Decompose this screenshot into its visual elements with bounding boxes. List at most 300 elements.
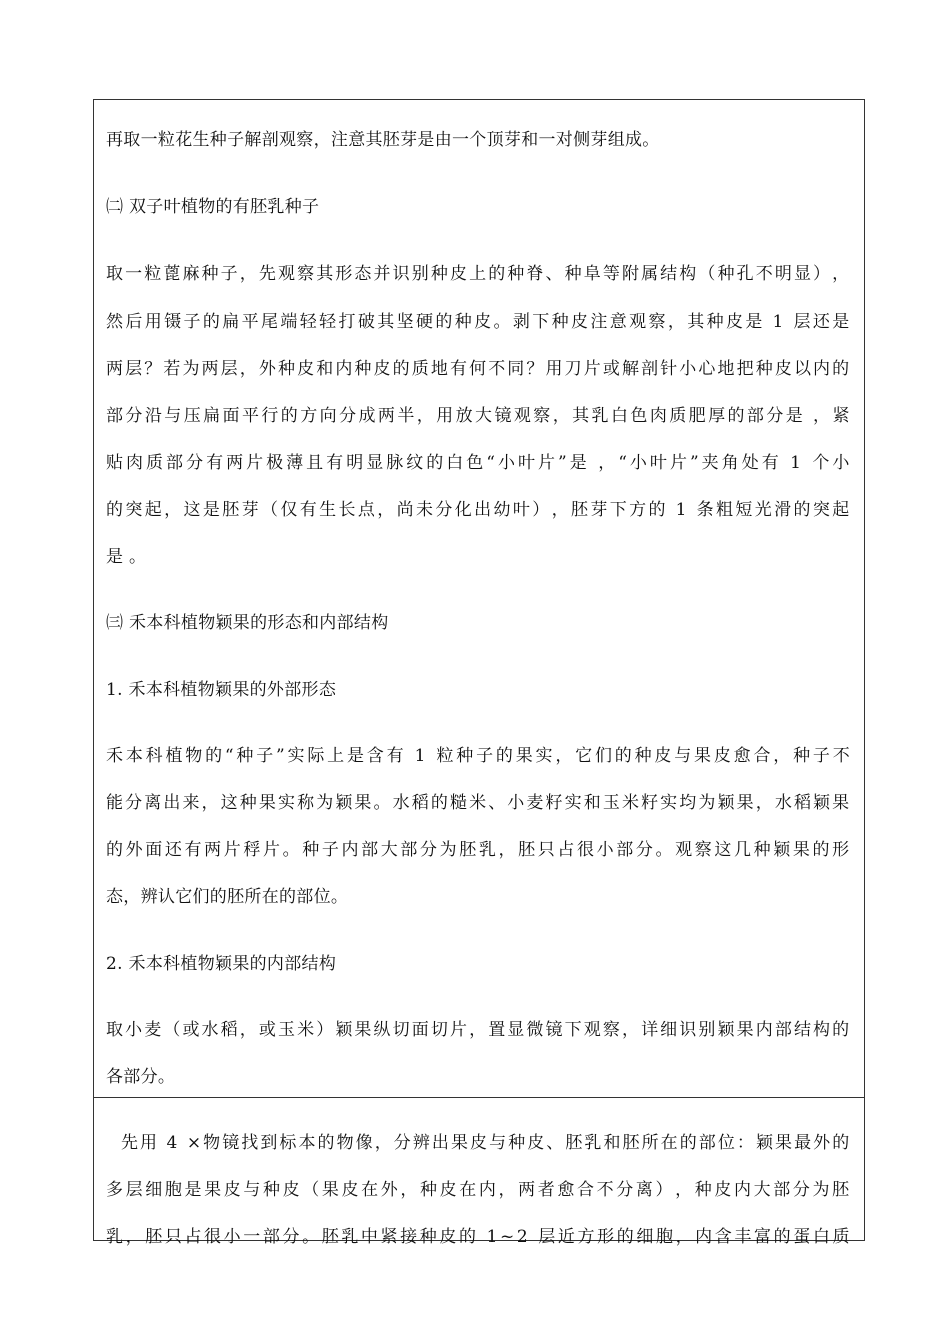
glyph: 种 — [755, 359, 774, 379]
glyph: 面 — [145, 840, 163, 860]
glyph: 其 — [572, 406, 590, 426]
glyph: 。 — [302, 1227, 320, 1247]
glyph: 称 — [297, 793, 315, 813]
glyph: 水 — [392, 793, 410, 813]
glyph: 形 — [597, 1227, 615, 1247]
glyph: 破 — [357, 312, 376, 332]
glyph: 显 — [366, 453, 384, 473]
glyph: 不 — [488, 359, 506, 379]
glyph: 扁 — [222, 312, 240, 332]
glyph: 种 — [507, 264, 525, 284]
glyph: 大 — [380, 840, 399, 860]
glyph: 明 — [346, 453, 364, 473]
glyph: 剥 — [512, 312, 531, 332]
glyph: 乳 — [106, 1227, 124, 1247]
glyph: 条 — [696, 500, 714, 520]
glyph: 2 — [516, 1227, 528, 1247]
glyph: 紧 — [832, 406, 850, 426]
glyph: 科 — [145, 746, 163, 766]
glyph: 分 — [125, 793, 143, 813]
glyph: 小 — [832, 453, 850, 473]
glyph: 叶 — [518, 453, 536, 473]
glyph: 是 — [832, 312, 850, 332]
glyph: 片 — [223, 840, 242, 860]
glyph: 胚 — [832, 1180, 850, 1200]
glyph: 愈 — [733, 746, 751, 766]
glyph: 占 — [557, 840, 575, 860]
text-line: 再取一粒花生种子解剖观察，注意其胚芽是由一个顶芽和一对侧芽组成。 — [106, 130, 660, 150]
text-line — [106, 404, 850, 428]
glyph: 找 — [241, 1133, 259, 1153]
glyph: 察 — [602, 1020, 621, 1040]
glyph: ， — [164, 500, 182, 520]
glyph: 是 — [202, 500, 221, 520]
glyph: 部 — [773, 1180, 791, 1200]
glyph: 孔 — [736, 264, 754, 284]
glyph: ） — [316, 1020, 334, 1040]
glyph: 胚 — [145, 1227, 163, 1247]
glyph: 其 — [687, 312, 705, 332]
glyph: 脉 — [386, 453, 404, 473]
glyph: 突 — [125, 500, 143, 520]
glyph: 有 — [326, 453, 344, 473]
glyph: 像 — [355, 1133, 373, 1153]
glyph: 两 — [204, 840, 222, 860]
glyph: 它 — [575, 746, 593, 766]
glyph: 内 — [755, 1020, 774, 1040]
glyph: 行 — [261, 406, 279, 426]
text-line — [106, 357, 850, 381]
glyph: 皮 — [713, 746, 732, 766]
glyph: 内 — [695, 1227, 713, 1247]
glyph: 白 — [446, 453, 464, 473]
section-heading: ㈢ 禾本科植物颖果的形态和内部结构 — [106, 613, 389, 633]
glyph: 质 — [411, 359, 430, 379]
glyph: 一 — [243, 1227, 261, 1247]
glyph: 不 — [832, 746, 850, 766]
glyph: 种 — [419, 1227, 438, 1247]
glyph — [113, 1131, 119, 1155]
glyph: 的 — [648, 500, 666, 520]
glyph: 均 — [679, 793, 697, 813]
subsection-heading: 2. 禾本科植物颖果的内部结构 — [106, 954, 337, 974]
glyph: 的 — [202, 312, 221, 332]
glyph: 或 — [182, 1020, 200, 1040]
glyph: 小 — [223, 1227, 241, 1247]
glyph: （ — [163, 1020, 181, 1040]
glyph: 剖 — [641, 359, 659, 379]
glyph: 镊 — [164, 312, 182, 332]
glyph: 米 — [297, 1020, 315, 1040]
glyph: 两 — [106, 359, 124, 379]
glyph: 果 — [258, 793, 277, 813]
glyph: 态 — [354, 264, 372, 284]
glyph: 白 — [610, 406, 629, 426]
glyph: 。 — [655, 840, 673, 860]
glyph: 脊 — [526, 264, 544, 284]
glyph: 胚 — [459, 840, 477, 860]
glyph: 种 — [263, 1180, 281, 1200]
glyph: 镜 — [222, 1133, 240, 1153]
glyph: 或 — [258, 1020, 277, 1040]
glyph: 稻 — [793, 793, 812, 813]
glyph: 质 — [146, 453, 164, 473]
glyph: ， — [675, 1227, 693, 1247]
glyph: 一 — [125, 264, 143, 284]
glyph: 叶 — [649, 453, 668, 473]
glyph: 或 — [602, 359, 621, 379]
glyph: 轻 — [319, 312, 337, 332]
glyph: 植 — [165, 746, 183, 766]
glyph: 详 — [641, 1020, 659, 1040]
glyph: 别 — [698, 1020, 716, 1040]
glyph: 极 — [266, 453, 284, 473]
glyph: 丰 — [734, 1227, 752, 1247]
glyph: 种 — [456, 746, 474, 766]
glyph: 观 — [583, 1020, 602, 1040]
glyph: “ — [486, 453, 496, 473]
glyph: 本 — [298, 1133, 316, 1153]
glyph: 芽 — [241, 500, 259, 520]
glyph: 果 — [515, 746, 533, 766]
glyph: 实 — [277, 793, 296, 813]
glyph: 颖 — [717, 793, 735, 813]
glyph: 籽 — [641, 793, 659, 813]
glyph: 部 — [262, 1227, 281, 1247]
glyph: “ — [224, 746, 234, 766]
glyph: 形 — [335, 264, 353, 284]
glyph: 起 — [144, 500, 163, 520]
glyph: ） — [532, 500, 550, 520]
glyph: ” — [276, 746, 285, 766]
glyph: 不 — [596, 1180, 614, 1200]
glyph: 片 — [669, 453, 688, 473]
glyph: 种 — [420, 1180, 438, 1200]
glyph — [765, 310, 771, 334]
text-line: 各部分。 — [106, 1067, 176, 1087]
glyph: 胚 — [222, 500, 240, 520]
glyph: 内 — [478, 1180, 497, 1200]
glyph: 乳 — [341, 1227, 359, 1247]
glyph: 最 — [794, 1133, 812, 1153]
glyph: 个 — [812, 453, 830, 473]
glyph: 的 — [793, 500, 811, 520]
glyph: 。 — [493, 312, 511, 332]
glyph: 质 — [832, 1227, 850, 1247]
glyph: 玉 — [602, 793, 621, 813]
glyph: 种 — [717, 264, 735, 284]
glyph: 的 — [317, 1133, 335, 1153]
glyph: 紧 — [380, 1227, 398, 1247]
glyph: 面 — [222, 406, 240, 426]
glyph: 在 — [361, 1180, 379, 1200]
glyph: 小 — [507, 793, 525, 813]
glyph: 颖 — [335, 1020, 353, 1040]
glyph: 物 — [336, 1133, 354, 1153]
glyph: 分 — [125, 406, 143, 426]
glyph: 1 — [790, 453, 802, 473]
glyph: 识 — [392, 264, 410, 284]
glyph: ， — [201, 793, 219, 813]
glyph: 实 — [535, 746, 553, 766]
glyph: 果 — [832, 793, 850, 813]
glyph: 分 — [792, 1180, 811, 1200]
glyph: 附 — [621, 264, 640, 284]
glyph: ” — [689, 453, 699, 473]
glyph: 皮 — [527, 1133, 545, 1153]
glyph: 、 — [546, 1133, 564, 1153]
glyph: 稻 — [411, 793, 430, 813]
glyph: 部 — [400, 840, 418, 860]
glyph: 皮 — [449, 264, 468, 284]
glyph: 种 — [430, 264, 449, 284]
glyph: 层 — [538, 1227, 556, 1247]
glyph: 果 — [736, 793, 754, 813]
glyph: 出 — [474, 500, 492, 520]
glyph: 下 — [532, 312, 550, 332]
glyph: （ — [302, 1180, 320, 1200]
glyph: 化 — [454, 500, 473, 520]
glyph: 果 — [450, 1133, 469, 1153]
glyph: 为 — [316, 793, 334, 813]
glyph: 长 — [338, 500, 356, 520]
glyph: 向 — [319, 406, 337, 426]
glyph: 生 — [319, 500, 337, 520]
glyph: 1 — [675, 500, 687, 520]
glyph: 的 — [614, 746, 633, 766]
glyph: 形 — [832, 840, 850, 860]
glyph: 粗 — [716, 500, 734, 520]
glyph: 位 — [717, 1133, 736, 1153]
glyph: 方 — [577, 1227, 595, 1247]
glyph: （ — [261, 500, 279, 520]
glyph: 和 — [603, 1133, 621, 1153]
glyph: 放 — [455, 406, 473, 426]
glyph: 几 — [734, 840, 752, 860]
glyph — [106, 1131, 112, 1155]
glyph: ） — [655, 1180, 673, 1200]
glyph: 占 — [184, 1227, 202, 1247]
glyph: 这 — [183, 500, 201, 520]
glyph: ， — [125, 1227, 143, 1247]
glyph: 切 — [392, 1020, 410, 1040]
glyph: 稃 — [243, 840, 261, 860]
glyph: 为 — [182, 359, 200, 379]
glyph: 种 — [277, 359, 296, 379]
glyph: ， — [675, 1180, 693, 1200]
glyph: 的 — [616, 1227, 635, 1247]
glyph: 心 — [698, 359, 716, 379]
glyph: 结 — [660, 264, 678, 284]
glyph: 果 — [736, 1020, 754, 1040]
glyph: 胚 — [321, 1227, 340, 1247]
glyph: 的 — [280, 406, 299, 426]
glyph: 有 — [761, 453, 780, 473]
glyph: 子 — [183, 312, 201, 332]
glyph: 胚 — [565, 1133, 583, 1153]
glyph: 实 — [564, 793, 582, 813]
glyph: 外 — [813, 1133, 831, 1153]
text-line — [106, 1225, 850, 1249]
glyph: 轻 — [299, 312, 318, 332]
glyph: 皮 — [470, 1133, 488, 1153]
glyph: 细 — [660, 1020, 678, 1040]
glyph: 还 — [812, 312, 831, 332]
glyph: 等 — [602, 264, 621, 284]
glyph: 小 — [125, 1020, 143, 1040]
glyph: 片 — [538, 453, 556, 473]
text-line — [106, 1178, 850, 1202]
glyph: 察 — [648, 312, 666, 332]
glyph: 果 — [204, 1180, 222, 1200]
glyph: 用 — [436, 406, 454, 426]
glyph: 皮 — [439, 1227, 457, 1247]
glyph: 胞 — [655, 1227, 674, 1247]
glyph: 所 — [641, 1133, 659, 1153]
glyph: 乳 — [591, 406, 609, 426]
glyph: 近 — [557, 1227, 576, 1247]
glyph: 实 — [660, 793, 678, 813]
glyph: 突 — [812, 500, 831, 520]
glyph — [805, 404, 811, 428]
glyph: 层 — [125, 1180, 143, 1200]
glyph: 分 — [635, 840, 654, 860]
glyph: 离 — [144, 793, 162, 813]
glyph: 胚 — [622, 1133, 640, 1153]
glyph: 果 — [354, 793, 372, 813]
glyph: 水 — [201, 1020, 219, 1040]
glyph: 小 — [498, 453, 516, 473]
glyph: ， — [239, 359, 258, 379]
glyph: 并 — [373, 264, 391, 284]
glyph: 大 — [475, 406, 493, 426]
glyph: 上 — [327, 746, 345, 766]
glyph: ？ — [526, 359, 544, 379]
glyph: 镜 — [494, 406, 512, 426]
glyph: 出 — [431, 1133, 450, 1153]
glyph: 注 — [590, 312, 608, 332]
glyph: 色 — [630, 406, 648, 426]
glyph — [179, 1131, 185, 1155]
glyph: 和 — [316, 359, 334, 379]
glyph: 地 — [717, 359, 735, 379]
glyph: 平 — [241, 406, 260, 426]
glyph: 属 — [641, 264, 659, 284]
glyph: 分 — [186, 453, 204, 473]
glyph: 这 — [714, 840, 732, 860]
glyph: 这 — [220, 793, 238, 813]
glyph: 切 — [430, 1020, 449, 1040]
glyph: 是 — [569, 453, 588, 473]
glyph: 两 — [201, 359, 219, 379]
glyph: 1 — [486, 1227, 498, 1247]
glyph: 多 — [106, 1180, 124, 1200]
glyph: 分 — [393, 1133, 412, 1153]
glyph: 皮 — [774, 359, 793, 379]
glyph: 种 — [551, 312, 569, 332]
glyph: 色 — [466, 453, 484, 473]
glyph: 皮 — [571, 312, 589, 332]
text-line: 是 。 — [106, 547, 147, 567]
glyph: 皮 — [714, 1180, 732, 1200]
glyph: × — [186, 1133, 202, 1153]
glyph: 者 — [537, 1180, 556, 1200]
glyph: 小 — [629, 453, 648, 473]
glyph: 的 — [458, 1227, 477, 1247]
glyph: 地 — [430, 359, 449, 379]
glyph: 察 — [533, 406, 551, 426]
glyph: ， — [755, 793, 774, 813]
glyph: 方 — [629, 500, 647, 520]
glyph: 分 — [420, 840, 438, 860]
glyph: 识 — [679, 1020, 697, 1040]
glyph: 皮 — [474, 312, 492, 332]
glyph: ， — [832, 264, 850, 284]
glyph — [786, 310, 792, 334]
glyph: 观 — [675, 840, 693, 860]
glyph: 不 — [755, 264, 774, 284]
glyph: ~ — [500, 1227, 515, 1247]
glyph: 两 — [518, 1180, 536, 1200]
glyph: 是 — [745, 312, 763, 332]
glyph: 到 — [260, 1133, 278, 1153]
glyph: 显 — [793, 264, 812, 284]
glyph: 是 — [346, 746, 365, 766]
glyph: ， — [416, 406, 435, 426]
glyph: 微 — [526, 1020, 544, 1040]
glyph: 蓖 — [163, 264, 181, 284]
glyph: 分 — [435, 500, 453, 520]
glyph: 皮 — [341, 1180, 359, 1200]
glyph: 标 — [279, 1133, 297, 1153]
glyph: 分 — [339, 406, 357, 426]
glyph: 处 — [741, 453, 759, 473]
glyph: 短 — [735, 500, 753, 520]
glyph: 果 — [354, 1020, 372, 1040]
glyph: 取 — [106, 264, 124, 284]
glyph: 种 — [454, 312, 473, 332]
glyph: ， — [667, 312, 686, 332]
text-line — [106, 744, 850, 768]
glyph: ， — [374, 1133, 393, 1153]
glyph: 夹 — [701, 453, 719, 473]
glyph: 察 — [297, 264, 315, 284]
glyph: 能 — [106, 793, 124, 813]
glyph: 芽 — [590, 500, 608, 520]
glyph: ： — [736, 1133, 755, 1153]
glyph: 上 — [469, 264, 487, 284]
glyph: 明 — [774, 264, 793, 284]
glyph: 乳 — [478, 840, 497, 860]
glyph: 出 — [163, 793, 181, 813]
cell-divider — [93, 1097, 865, 1098]
glyph: 离 — [635, 1180, 654, 1200]
glyph: 面 — [411, 1020, 430, 1040]
glyph: 贴 — [106, 453, 124, 473]
glyph: ， — [377, 500, 395, 520]
glyph: 种 — [793, 746, 811, 766]
glyph: 片 — [449, 1020, 468, 1040]
glyph: ” — [558, 453, 568, 473]
glyph: 实 — [287, 746, 305, 766]
glyph: 胚 — [518, 840, 536, 860]
glyph: 层 — [125, 359, 143, 379]
glyph: 子 — [812, 746, 831, 766]
glyph: 合 — [577, 1180, 595, 1200]
glyph: ， — [773, 746, 791, 766]
glyph: 部 — [166, 453, 184, 473]
glyph: 质 — [669, 406, 687, 426]
